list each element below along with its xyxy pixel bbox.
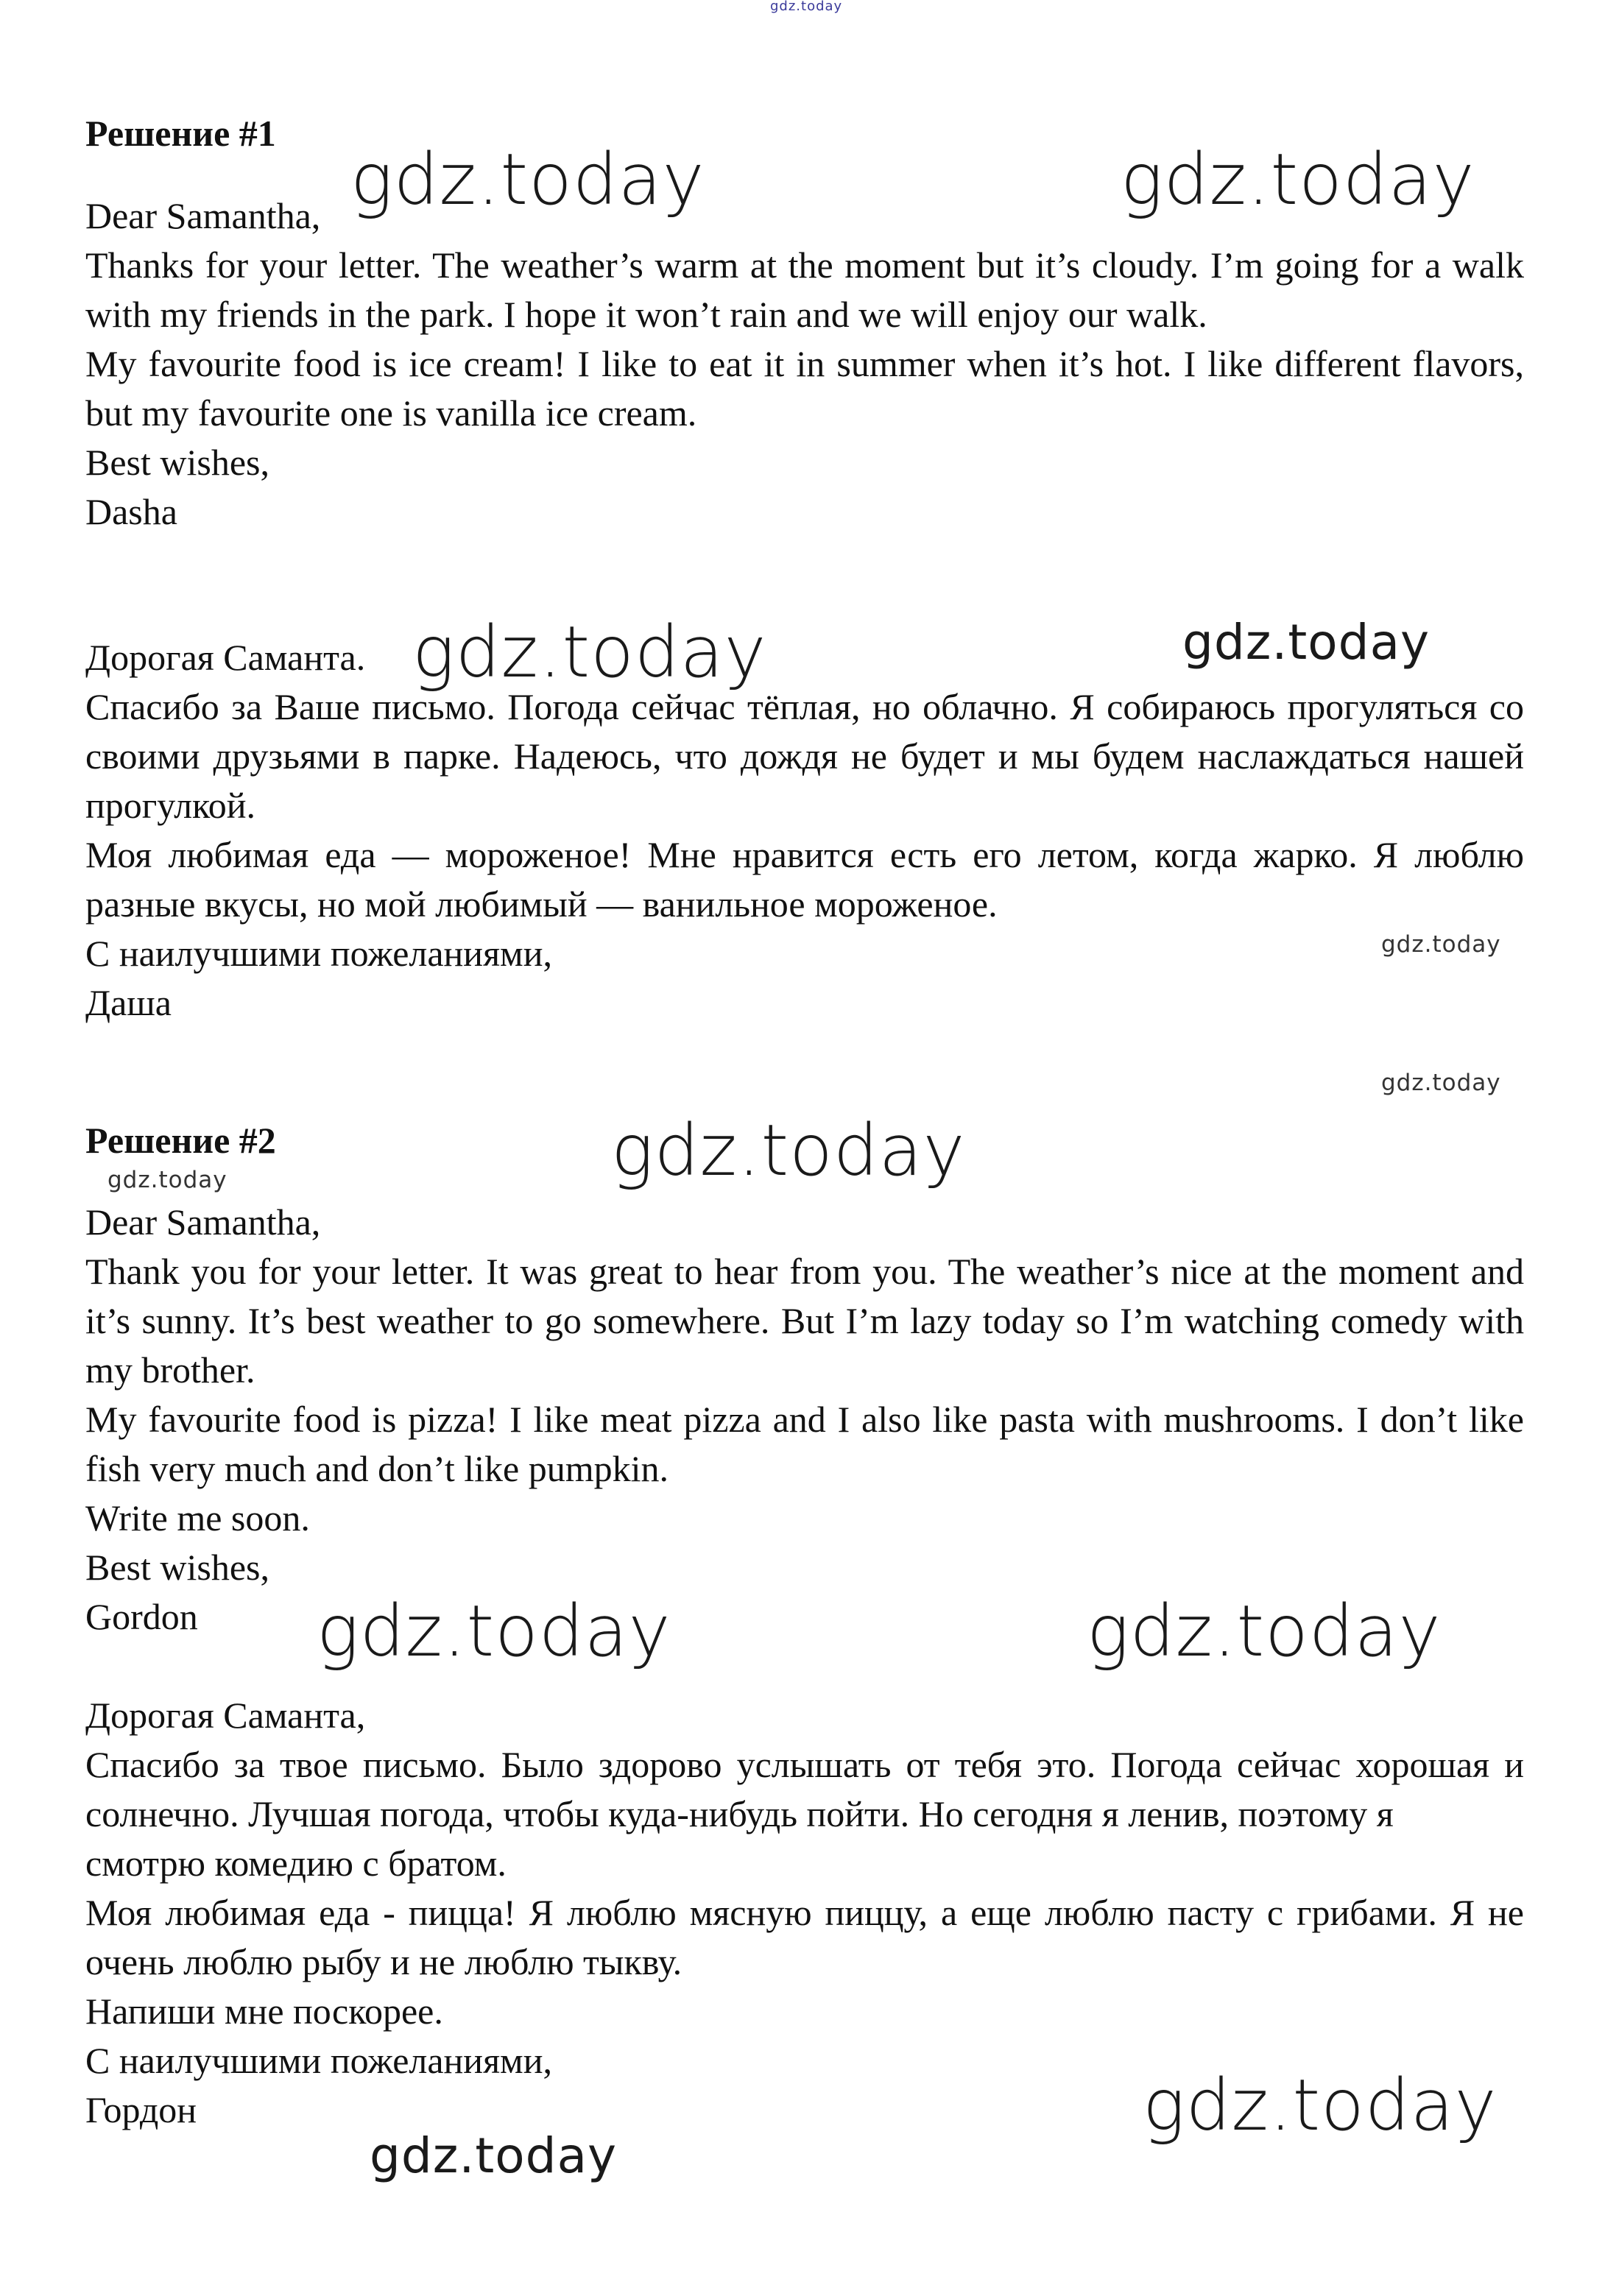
letter-extra-line: Напиши мне поскорее. — [85, 1991, 443, 2032]
letter-greeting: Дорогая Саманта. — [85, 637, 366, 678]
letter-closing: С наилучшими пожеланиями, — [85, 933, 552, 974]
letter-signature: Гордон — [85, 2089, 197, 2130]
watermark: gdz.today — [1087, 1590, 1442, 1672]
letter-signature: Dasha — [85, 491, 177, 532]
watermark: gdz.today — [412, 611, 767, 693]
watermark: gdz.today — [1143, 2064, 1498, 2147]
watermark: gdz.today — [317, 1590, 671, 1672]
solution-2-heading: Решение #2 — [85, 1120, 276, 1161]
watermark: gdz.today — [370, 2127, 618, 2184]
watermark: gdz.today — [1381, 931, 1501, 958]
letter-paragraph: My favourite food is pizza! I like meat pizza and I also like pasta with mushrooms. I don’t like fish very much and don’t like pumpkin. — [85, 1399, 1524, 1489]
watermark: gdz.today — [1121, 138, 1475, 221]
letter-greeting: Dear Samantha, — [85, 195, 321, 236]
letter-closing: Best wishes, — [85, 1547, 269, 1588]
solution-1-english-letter — [85, 191, 1524, 537]
watermark: gdz.today — [1182, 614, 1431, 671]
letter-extra-line: Write me soon. — [85, 1497, 310, 1539]
letter-paragraph-continuation: смотрю комедию с братом. — [85, 1843, 507, 1884]
solution-1-heading: Решение #1 — [85, 113, 276, 154]
letter-closing: С наилучшими пожеланиями, — [85, 2040, 552, 2081]
solution-1-russian-letter — [85, 633, 1524, 1028]
letter-paragraph: Спасибо за твое письмо. Было здорово услышать от тебя это. Погода сейчас хорошая и солнечно. Лучшая погода, чтобы куда-нибудь пойти. Но сегодня я ленив, поэтому я — [85, 1744, 1524, 1834]
watermark: gdz.today — [1381, 1070, 1501, 1096]
letter-greeting: Dear Samantha, — [85, 1201, 321, 1243]
letter-paragraph: Thanks for your letter. The weather’s warm at the moment but it’s cloudy. I’m going for a walk with my friends in the park. I hope it won’t rain and we will enjoy our walk. — [85, 244, 1524, 335]
letter-paragraph: Моя любимая еда — мороженое! Мне нравится есть его летом, когда жарко. Я люблю разные вкусы, но мой любимый — ванильное мороженое. — [85, 834, 1524, 925]
watermark: gdz.today — [350, 138, 705, 221]
letter-greeting: Дорогая Саманта, — [85, 1695, 366, 1736]
letter-signature: Даша — [85, 982, 172, 1023]
letter-paragraph: My favourite food is ice cream! I like to eat it in summer when it’s hot. I like different flavors, but my favourite one is vanilla ice cream. — [85, 343, 1524, 434]
letter-paragraph: Thank you for your letter. It was great to hear from you. The weather’s nice at the moment and it’s sunny. It’s best weather to go somewhere. But I’m lazy today so I’m watching comedy with my brother. — [85, 1251, 1524, 1391]
solution-2-english-letter — [85, 1198, 1524, 1642]
watermark: gdz.today — [107, 1167, 227, 1193]
letter-signature: Gordon — [85, 1596, 198, 1637]
letter-paragraph: Спасибо за Ваше письмо. Погода сейчас тёплая, но облачно. Я собираюсь прогуляться со своими друзьями в парке. Надеюсь, что дождя не будет и мы будем наслаждаться нашей прогулкой. — [85, 686, 1524, 826]
watermark: gdz.today — [611, 1109, 966, 1192]
letter-paragraph: Моя любимая еда - пицца! Я люблю мясную пиццу, а еще люблю пасту с грибами. Я не очень люблю рыбу и не люблю тыкву. — [85, 1892, 1524, 1982]
watermark: gdz.today — [770, 0, 843, 14]
letter-closing: Best wishes, — [85, 442, 269, 483]
